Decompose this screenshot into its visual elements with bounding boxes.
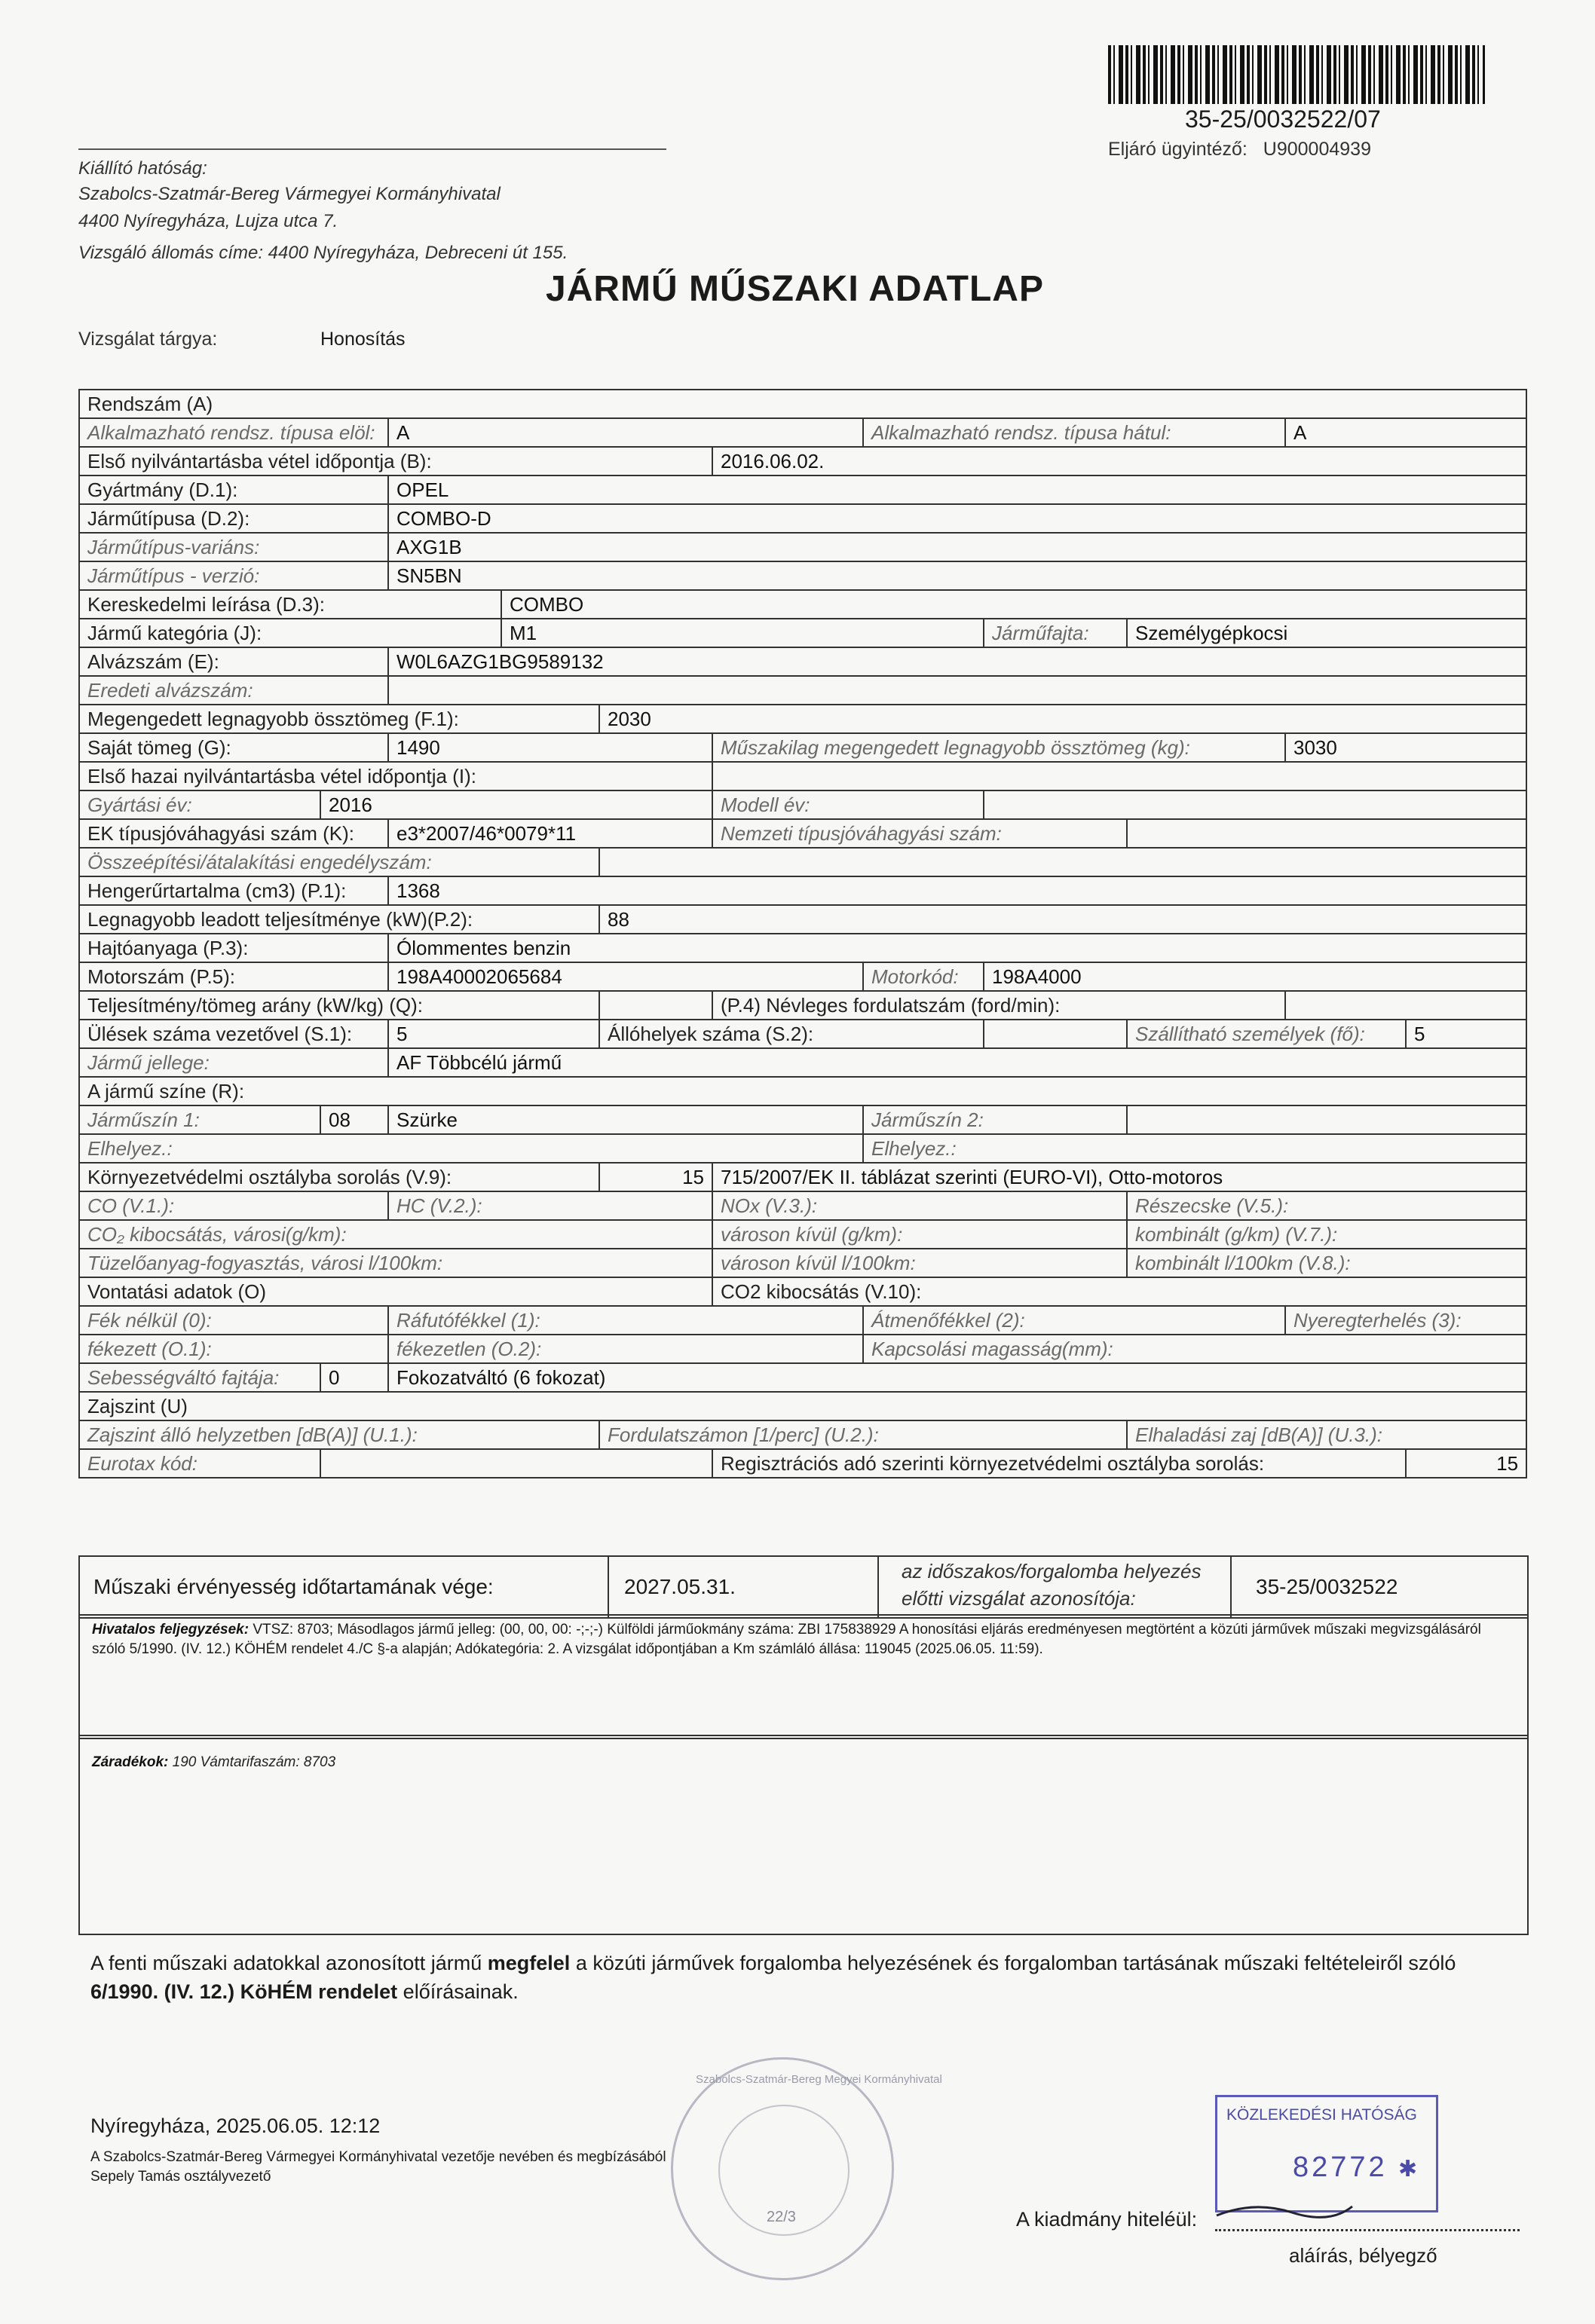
nox-label: NOx (V.3.): (712, 1191, 1127, 1220)
statement-part-3: előírásainak. (397, 1980, 519, 2003)
front-plate-label: Alkalmazható rendsz. típusa elöl: (79, 418, 388, 447)
notes-body: VTSZ: 8703; Másodlagos jármű jelleg: (00, 00, 00: -;-;-) Külföldi járműokmány száma: ZBI 175838929 A honosítási eljárás eredményesen megtörtént a közúti járművek műszaki megvizsgálásáról szóló 5/1990. (IV. 12.) KÖHÉM rendelet 4./C §-a alapján; Adókategória: 2. A vizsgálat időpontjában a Km számláló állása: 119045 (2025.06.05. 11:59). (92, 1622, 1481, 1657)
row-ec (79, 819, 1526, 848)
row-character (79, 1048, 1526, 1077)
env-label: Környezetvédelmi osztályba sorolás (V.9): (79, 1163, 599, 1191)
no-brake-label: Fék nélkül (0): (79, 1306, 388, 1335)
row-towing (79, 1277, 1526, 1306)
barcode (1108, 45, 1485, 104)
co2-v10-label: CO2 kibocsátás (V.10): (712, 1277, 1526, 1306)
validity-date: 2027.05.31. (624, 1575, 736, 1598)
make-value: OPEL (388, 476, 1526, 504)
co2-out-label: városon kívül (g/km): (712, 1220, 1127, 1249)
rpm-value (1285, 991, 1526, 1020)
row-braked (79, 1335, 1526, 1363)
persons-value: 5 (1406, 1020, 1526, 1048)
fuel-out-label: városon kívül l/100km: (712, 1249, 1127, 1277)
tech-max-label: Műszakilag megengedett legnagyobb össztömeg (kg): (712, 733, 1285, 762)
front-plate-value: A (388, 418, 863, 447)
compliance-statement (90, 1949, 1508, 2006)
hc-label: HC (V.2.): (388, 1191, 712, 1220)
max-mass-value: 2030 (599, 705, 1526, 733)
standing-value (984, 1020, 1127, 1048)
national-label: Nemzeti típusjóváhagyási szám: (712, 819, 1127, 848)
power-value: 88 (599, 905, 1526, 934)
version-label: Járműtípus - verzió: (79, 561, 388, 590)
signature-mark (1209, 2185, 1360, 2231)
issuer-label: Kiállító hatóság: (78, 158, 207, 179)
statement-bold-2: 6/1990. (IV. 12.) KöHÉM rendelet (90, 1980, 398, 2003)
noise-stand-label: Zajszint álló helyzetben [dB(A)] (U.1.): (79, 1420, 599, 1449)
statement-part-1: A fenti műszaki adatokkal azonosított jármű (90, 1952, 488, 1974)
rear-plate-label: Alkalmazható rendsz. típusa hátul: (863, 418, 1285, 447)
row-orig-vin (79, 676, 1526, 705)
validity-box (78, 1555, 1529, 1619)
fuel-comb-label: kombinált l/100km (V.8.): (1127, 1249, 1526, 1277)
seal-number: 22/3 (767, 2209, 796, 2225)
character-label: Jármű jellege: (79, 1048, 388, 1077)
stamp-title: KÖZLEKEDÉSI HATÓSÁG (1226, 2106, 1417, 2124)
validity-divider-1 (608, 1557, 609, 1617)
row-ratio (79, 991, 1526, 1020)
validity-label: Műszaki érvényesség időtartamának vége: (93, 1575, 494, 1598)
category-label: Jármű kategória (J): (79, 619, 501, 647)
fuel-value: Ólommentes benzin (388, 934, 1526, 962)
variant-label: Járműtípus-variáns: (79, 533, 388, 561)
row-env (79, 1163, 1526, 1191)
make-label: Gyártmány (D.1): (79, 476, 388, 504)
coupling-label: Kapcsolási magasság(mm): (863, 1335, 1526, 1363)
env-value: 715/2007/EK II. táblázat szerinti (EURO-VI), Otto-motoros (712, 1163, 1526, 1191)
row-eurotax (79, 1449, 1526, 1478)
eurotax-label: Eurotax kód: (79, 1449, 320, 1478)
vehicle-data-table (78, 389, 1527, 1478)
braked-label: fékezett (O.1): (79, 1335, 388, 1363)
row-place (79, 1134, 1526, 1163)
first-reg-label: Első nyilvántartásba vétel időpontja (B): (79, 447, 712, 476)
seal-text: Szabolcs-Szatmár-Bereg Megyei Kormányhivatal (696, 2073, 942, 2086)
variant-value: AXG1B (388, 533, 1526, 561)
gearbox-label: Sebességváltó fajtája: (79, 1363, 320, 1392)
signer-line: A Szabolcs-Szatmár-Bereg Vármegyei Kormányhivatal vezetője nevében és megbízásából (90, 2149, 666, 2165)
engine-no-value: 198A40002065684 (388, 962, 863, 991)
env-code: 15 (599, 1163, 712, 1191)
clause-label: Záradékok: (92, 1754, 169, 1770)
issuer-address: 4400 Nyíregyháza, Lujza utca 7. (78, 211, 338, 231)
seats-value: 5 (388, 1020, 599, 1048)
place-label: Elhelyez.: (79, 1134, 863, 1163)
row-plate-types (79, 418, 1526, 447)
stamp-star-icon: ✱ (1398, 2157, 1418, 2182)
validity-divider-2 (877, 1557, 879, 1617)
row-color (79, 1077, 1526, 1105)
seats-label: Ülések száma vezetővel (S.1): (79, 1020, 388, 1048)
place-date: Nyíregyháza, 2025.06.05. 12:12 (90, 2115, 381, 2137)
subject-value: Honosítás (320, 329, 406, 350)
model-year-value (984, 790, 1526, 819)
commercial-value: COMBO (501, 590, 1526, 619)
color2-label: Járműszín 2: (863, 1105, 1127, 1134)
engine-no-label: Motorszám (P.5): (79, 962, 388, 991)
standing-label: Állóhelyek száma (S.2): (599, 1020, 984, 1048)
kind-label: Járműfajta: (984, 619, 1127, 647)
row-cc (79, 876, 1526, 905)
fuel-label: Hajtóanyaga (P.3): (79, 934, 388, 962)
exam-label-2: előtti vizsgálat azonosítója: (902, 1587, 1136, 1610)
row-color1 (79, 1105, 1526, 1134)
vin-label: Alvázszám (E): (79, 647, 388, 676)
version-value: SN5BN (388, 561, 1526, 590)
row-power (79, 905, 1526, 934)
color1-code: 08 (320, 1105, 388, 1134)
notes-box (78, 1614, 1529, 1739)
engine-code-label: Motorkód: (863, 962, 984, 991)
row-co2 (79, 1220, 1526, 1249)
noise-pass-label: Elhaladási zaj [dB(A)] (U.3.): (1127, 1420, 1526, 1449)
exam-label-1: az időszakos/forgalomba helyezés (902, 1560, 1202, 1582)
persons-label: Szállítható személyek (fő): (1127, 1020, 1406, 1048)
file-number: 35-25/0032522/07 (1185, 105, 1381, 133)
assembly-value (599, 848, 1526, 876)
saddle-label: Nyeregterhelés (3): (1285, 1306, 1526, 1335)
ec-label: EK típusjóváhagyási szám (K): (79, 819, 388, 848)
overrun-label: Ráfutófékkel (1): (388, 1306, 863, 1335)
issuer-rule (78, 148, 666, 150)
through-label: Átmenőfékkel (2): (863, 1306, 1285, 1335)
year-label: Gyártási év: (79, 790, 320, 819)
own-mass-label: Saját tömeg (G): (79, 733, 388, 762)
reg-tax-label: Regisztrációs adó szerinti környezetvédelmi osztályba sorolás: (712, 1449, 1406, 1478)
assembly-label: Összeépítési/átalakítási engedélyszám: (79, 848, 599, 876)
row-gearbox (79, 1363, 1526, 1392)
stamp-number: 82772 (1293, 2151, 1388, 2183)
ec-value: e3*2007/46*0079*11 (388, 819, 712, 848)
color-label: A jármű színe (R): (79, 1077, 1526, 1105)
character-value: AF Többcélú jármű (388, 1048, 1526, 1077)
type-value: COMBO-D (388, 504, 1526, 533)
clause-text (92, 1754, 335, 1771)
year-value: 2016 (320, 790, 712, 819)
cc-value: 1368 (388, 876, 1526, 905)
commercial-label: Kereskedelmi leírása (D.3): (79, 590, 501, 619)
clerk-id: U900004939 (1263, 139, 1371, 160)
engine-code-value: 198A4000 (984, 962, 1526, 991)
orig-vin-label: Eredeti alvázszám: (79, 676, 388, 705)
notes-label: Hivatalos feljegyzések: (92, 1622, 250, 1638)
vin-value: W0L6AZG1BG9589132 (388, 647, 1526, 676)
row-assembly (79, 848, 1526, 876)
rpm-label: (P.4) Névleges fordulatszám (ford/min): (712, 991, 1285, 1020)
row-plate (79, 390, 1526, 418)
noise-label: Zajszint (U) (79, 1392, 1526, 1420)
round-seal (671, 2057, 942, 2280)
reg-tax-value: 15 (1406, 1449, 1526, 1478)
subject-label: Vizsgálat tárgya: (78, 329, 218, 350)
unbraked-label: fékezetlen (O.2): (388, 1335, 863, 1363)
cc-label: Hengerűrtartalma (cm3) (P.1): (79, 876, 388, 905)
row-fuel (79, 934, 1526, 962)
row-emissions (79, 1191, 1526, 1220)
kind-value: Személygépkocsi (1127, 619, 1526, 647)
color1-label: Járműszín 1: (79, 1105, 320, 1134)
row-version (79, 561, 1526, 590)
notes-text (92, 1620, 1502, 1659)
ratio-label: Teljesítmény/tömeg arány (kW/kg) (Q): (79, 991, 599, 1020)
co2-city-label: CO₂ kibocsátás, városi(g/km): (79, 1220, 712, 1249)
towing-label: Vontatási adatok (O) (79, 1277, 712, 1306)
row-vin (79, 647, 1526, 676)
national-value (1127, 819, 1526, 848)
first-hu-label: Első hazai nyilvántartásba vétel időpontja (I): (79, 762, 712, 790)
row-max-mass (79, 705, 1526, 733)
issuer-name: Szabolcs-Szatmár-Bereg Vármegyei Kormányhivatal (78, 184, 501, 204)
row-first-hu (79, 762, 1526, 790)
category-value: M1 (501, 619, 984, 647)
page-title: JÁRMŰ MŰSZAKI ADATLAP (546, 269, 1044, 309)
model-year-label: Modell év: (712, 790, 984, 819)
clause-box (78, 1735, 1529, 1935)
row-brakes (79, 1306, 1526, 1335)
particle-label: Részecske (V.5.): (1127, 1191, 1526, 1220)
co2-comb-label: kombinált (g/km) (V.7.): (1127, 1220, 1526, 1249)
rear-plate-value: A (1285, 418, 1526, 447)
clerk-line (1108, 139, 1371, 161)
eurotax-value (320, 1449, 712, 1478)
color2-value (1127, 1105, 1526, 1134)
type-label: Járműtípusa (D.2): (79, 504, 388, 533)
clause-body: 190 Vámtarifaszám: 8703 (172, 1754, 336, 1770)
gearbox-value: Fokozatváltó (6 fokozat) (388, 1363, 1526, 1392)
row-variant (79, 533, 1526, 561)
row-type (79, 504, 1526, 533)
validity-divider-3 (1230, 1557, 1232, 1617)
row-first-reg (79, 447, 1526, 476)
ratio-value (599, 991, 712, 1020)
clerk-label: Eljáró ügyintéző: (1108, 139, 1248, 160)
row-engine (79, 962, 1526, 991)
place2-label: Elhelyez.: (863, 1134, 1526, 1163)
noise-rpm-label: Fordulatszámon [1/perc] (U.2.): (599, 1420, 1127, 1449)
first-hu-value (712, 762, 1526, 790)
statement-part-2: a közúti járművek forgalomba helyezésének és forgalomban tartásának műszaki feltételeiről szóló (570, 1952, 1456, 1974)
certify-label: A kiadmány hiteléül: (1016, 2208, 1198, 2231)
row-make (79, 476, 1526, 504)
color1-value: Szürke (388, 1105, 863, 1134)
statement-bold-1: megfelel (487, 1952, 571, 1974)
row-own-mass (79, 733, 1526, 762)
row-category (79, 619, 1526, 647)
gearbox-code: 0 (320, 1363, 388, 1392)
co-label: CO (V.1.): (79, 1191, 388, 1220)
row-noise-values (79, 1420, 1526, 1449)
first-reg-value: 2016.06.02. (712, 447, 1526, 476)
station-address: Vizsgáló állomás címe: 4400 Nyíregyháza, Debreceni út 155. (78, 243, 568, 263)
signer-name: Sepely Tamás osztályvezető (90, 2169, 271, 2185)
row-seats (79, 1020, 1526, 1048)
row-consumption (79, 1249, 1526, 1277)
power-label: Legnagyobb leadott teljesítménye (kW)(P.2): (79, 905, 599, 934)
fuel-city-label: Tüzelőanyag-fogyasztás, városi l/100km: (79, 1249, 712, 1277)
plate-label: Rendszám (A) (79, 390, 1526, 418)
exam-id: 35-25/0032522 (1256, 1575, 1398, 1598)
row-year (79, 790, 1526, 819)
row-commercial (79, 590, 1526, 619)
max-mass-label: Megengedett legnagyobb össztömeg (F.1): (79, 705, 599, 733)
sign-caption: aláírás, bélyegző (1289, 2244, 1437, 2267)
tech-max-value: 3030 (1285, 733, 1526, 762)
orig-vin-value (388, 676, 1526, 705)
row-noise (79, 1392, 1526, 1420)
own-mass-value: 1490 (388, 733, 712, 762)
